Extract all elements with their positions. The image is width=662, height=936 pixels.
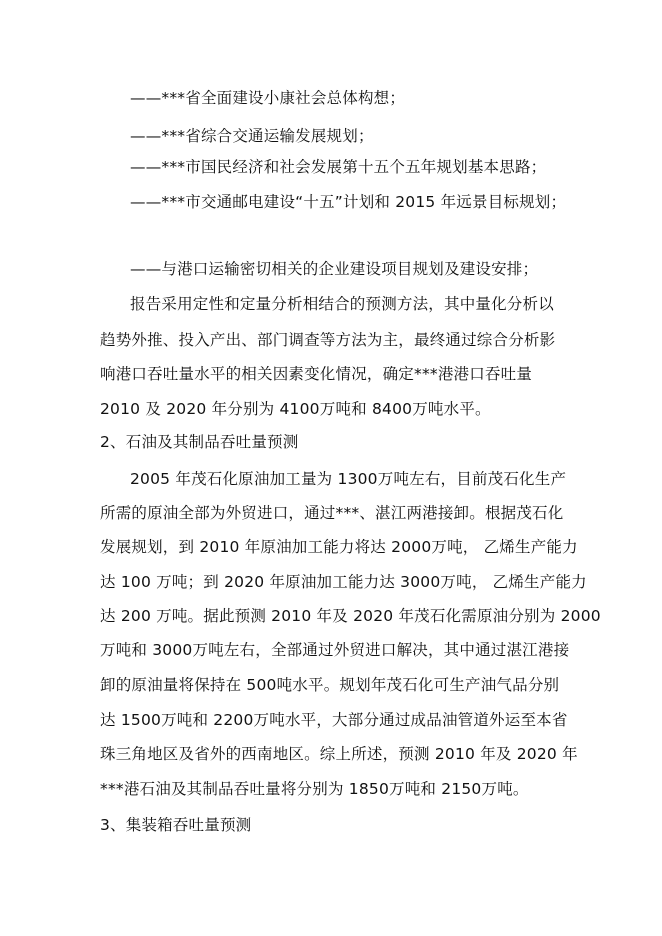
paragraph-line: 发展规划，到 2010 年原油加工能力将达 2000万吨， 乙烯生产能力 [100, 538, 578, 556]
paragraph-line: 2005 年茂石化原油加工量为 1300万吨左右，目前茂石化生产 [130, 470, 567, 488]
section-heading: 3、集装箱吞吐量预测 [100, 816, 252, 834]
paragraph-line: 达 100 万吨；到 2020 年原油加工能力达 3000万吨， 乙烯生产能力 [100, 573, 587, 591]
paragraph-line: 达 200 万吨。据此预测 2010 年及 2020 年茂石化需原油分别为 2000 [100, 607, 601, 625]
paragraph-line: 趋势外推、投入产出、部门调查等方法为主，最终通过综合分析影 [100, 331, 556, 349]
paragraph-line: 万吨和 3000万吨左右，全部通过外贸进口解决，其中通过湛江港接 [100, 641, 570, 659]
paragraph-line: ***港石油及其制品吞吐量将分别为 1850万吨和 2150万吨。 [100, 780, 529, 798]
paragraph-line: 报告采用定性和定量分析相结合的预测方法，其中量化分析以 [130, 295, 554, 313]
list-item: ——***市交通邮电建设“十五”计划和 2015 年远景目标规划； [130, 193, 567, 211]
list-item: ——***省综合交通运输发展规划； [130, 127, 374, 145]
paragraph-line: 所需的原油全部为外贸进口，通过***、湛江两港接卸。根据茂石化 [100, 504, 564, 522]
list-item: ——***省全面建设小康社会总体构想； [130, 89, 406, 107]
list-item: ——***市国民经济和社会发展第十五个五年规划基本思路； [130, 158, 547, 176]
paragraph-line: 卸的原油量将保持在 500吨水平。规划年茂石化可生产油气品分别 [100, 676, 560, 694]
list-item: ——与港口运输密切相关的企业建设项目规划及建设安排； [130, 260, 539, 278]
paragraph-line: 响港口吞吐量水平的相关因素变化情况，确定***港港口吞吐量 [100, 365, 533, 383]
paragraph-line: 达 1500万吨和 2200万吨水平，大部分通过成品油管道外运至本省 [100, 711, 568, 729]
paragraph-line: 2010 及 2020 年分别为 4100万吨和 8400万吨水平。 [100, 400, 491, 418]
paragraph-line: 珠三角地区及省外的西南地区。综上所述，预测 2010 年及 2020 年 [100, 745, 578, 763]
section-heading: 2、石油及其制品吞吐量预测 [100, 433, 299, 451]
